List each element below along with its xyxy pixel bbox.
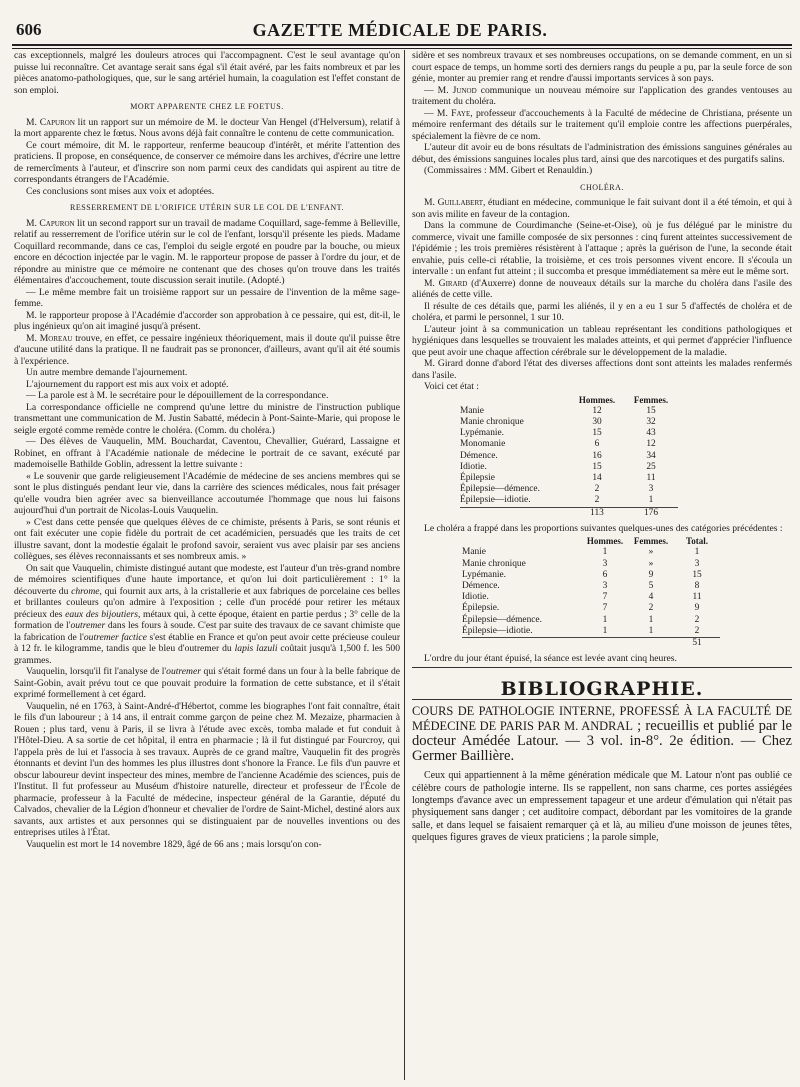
journal-title: GAZETTE MÉDICALE DE PARIS. xyxy=(252,20,548,40)
table-row: Manie 1 » 1 xyxy=(462,547,700,558)
column-header: Hommes. xyxy=(586,536,624,547)
table-row: Manie chronique 3 » 3 xyxy=(462,558,700,569)
section-heading: MORT APPARENTE CHEZ LE FOETUS. xyxy=(130,102,284,111)
paragraph: M. Girard (d'Auxerre) donne de nouveaux détails sur la marche du choléra dans l'asile des aliénés de cette ville. xyxy=(412,277,792,300)
speaker-name: M. Capuron xyxy=(26,217,75,229)
table-row: Idiotie. 15 25 xyxy=(460,461,656,472)
table-row: Manie chronique 30 32 xyxy=(460,416,656,427)
book-title: COURS DE PATHOLOGIE INTERNE, PROFESSÉ À LA FACULTÉ DE MÉDECINE DE PARIS PAR M. ANDRAL ; recueillis et publié par le docteur Amédée Latour. — 3 vol. in-8°. 2e édition. — Chez Germer Baillière. xyxy=(412,704,792,765)
page-header xyxy=(10,20,790,46)
table-row: Épilepsie 14 11 xyxy=(460,472,656,483)
speaker-name: M. Guillabert xyxy=(424,197,483,208)
paragraph: L'ajournement du rapport est mis aux voix et adopté. xyxy=(26,378,229,390)
paragraph: On sait que Vauquelin, chimiste distingué autant que modeste, est l'auteur d'un très-grand nombre de mémoires scientifiques d'une haute importance, et qu'on lui doit particulièrement : 1° la découverte du chrome, qui fournit aux arts, à la cristallerie et aux fabriques de porcelaine ces belles et brillantes couleurs qu'on admire à l'exposition ; celle d'un procédé pour retirer les métaux précieux des eaux des bijoutiers, métaux qui, à cette époque, étaient en partie perdus ; 3° celle de la formation de l'outremer dans les fours à soude. C'est par suite des travaux de ce savant chimiste que la fabrication de l'outremer factice s'est établie en France et qu'on peut avoir cette précieuse couleur à 12 fr. le kilogramme, tandis que le bleu d'outremer du lapis lazuli coûtait jusqu'à 1,500 f. les 500 grammes. xyxy=(14,562,400,666)
header-rule xyxy=(12,44,792,46)
speaker-name: M. Capuron xyxy=(26,116,75,128)
paragraph: — M. Faye, professeur d'accouchements à la Faculté de médecine de Christiana, présente un mémoire renfermant des détails sur le traitement qu'il emploie contre les affections puerpérales, spécialement la fièvre de ce nom. xyxy=(412,107,792,142)
paragraph: M. Moreau trouve, en effet, ce pessaire ingénieux théoriquement, mais il doute qu'il puisse être d'aucune utilité dans la pratique. Il ne faudrait pas se prononcer, d'ailleurs, avant qu'il ait été soumis à l'expérience. xyxy=(14,332,400,367)
table-row: Lypémanie. 15 43 xyxy=(460,428,656,439)
table-row: Épilepsie—idiotie. 1 1 2 xyxy=(462,625,700,636)
cholera-cases-table xyxy=(462,536,720,649)
paragraph: Le choléra a frappé dans les proportions suivantes quelques-unes des catégories précédentes : xyxy=(424,522,783,534)
paragraph: Vauquelin est mort le 14 novembre 1829, âgé de 66 ans ; mais lorsqu'on con- xyxy=(26,838,322,850)
table-row: Démence. 3 5 8 xyxy=(462,581,700,592)
table-row: Épilepsie—démence. 2 3 xyxy=(460,484,654,495)
paragraph: — Des élèves de Vauquelin, MM. Bouchardat, Caventou, Chevallier, Guérard, Lassaigne et Robinet, en offrant à l'Académie nationale de médecine le portrait de ce savant, exécuté par mademoiselle Bathilde Goblin, adressent la lettre suivante : xyxy=(14,436,400,470)
paragraph: Ceux qui appartiennent à la même génération médicale que M. Latour n'ont pas oublié ce célèbre cours de pathologie interne. Ils se rappellent, non sans charme, ces portes assiégées longtemps d'avance avec un empressement tapageur et une ardeur d'émulation qui n'était pas physiquement sans danger ; cet auditoire compact, débordant par les vomitoires de la grande salle, et dans lequel se faisaient remarquer çà et là, au milieu d'une moisson de jeunes têtes, quelques figures graves de vieux praticiens ; la parole simple, xyxy=(412,770,792,844)
table-total-row: 51 xyxy=(462,638,720,650)
speaker-name: — M. Faye xyxy=(424,107,471,119)
affections-table xyxy=(460,395,678,519)
speaker-name: M. Moreau xyxy=(26,332,73,344)
table-total-row: 113 176 xyxy=(460,507,678,519)
paragraph: Ce court mémoire, dit M. le rapporteur, renferme beaucoup d'intérêt, et mérite l'attention des praticiens. Il propose, en conséquence, de conserver ce mémoire dans les archives, d'écrire une lettre de remercîments à l'auteur, et d'inscrire son nom parmi ceux des candidats qui aspirent au titre de correspondants étrangers de l'Académie. xyxy=(14,139,400,185)
paragraph: Vauquelin, né en 1763, à Saint-André-d'Hébertot, comme les biographes l'ont fait connaître, était le fils d'un laboureur ; à 14 ans, il entrait comme garçon de peine chez M. Mezaize, pharmacien à Rouen ; plus tard, venu à Paris, il se livra à l'étude avec excès, tomba malade et fut conduit à l'Hôtel-Dieu. A sa sortie de cet hôpital, il entra en pharmacie ; là il fut distingué par Fourcroy, qui l'appela près de lui et l'associa à ses travaux. Auprès de ce grand maître, Vauquelin fit des progrès étonnants et devint l'un des hommes les plus illustres dont s'honore la France. Le fils d'un pauvre et obscur laboureur devint inspecteur des mines, membre de l'ancienne Académie des sciences, puis de l'Institut. Il fut professeur au Muséum d'histoire naturelle, directeur et professeur de l'École de pharmacie, professeur à la Faculté de médecine, inspecteur général de la Garantie, député du Calvados, chevalier de la Légion d'honneur et chevalier de l'ordre de Saint-Michel, destiné alors aux savants, aux artistes et aux personnes qui se distinguaient par de nouvelles inventions ou des entreprises utiles à l'État. xyxy=(14,700,400,838)
paragraph: « Le souvenir que garde religieusement l'Académie de médecine de ses anciens membres qui se sont le plus distingués pendant leur vie, dans la carrière des sciences médicales, nous fait présager qu'elle voudra bien agréer avec sa bienveillance accoutumée l'hommage que nous lui faisons aujourd'hui d'un portrait de Nicolas-Louis Vauquelin. xyxy=(14,470,400,516)
table-row: Manie 12 15 xyxy=(460,405,656,416)
column-divider xyxy=(404,50,405,1080)
paragraph: M. Guillabert, étudiant en médecine, communique le fait suivant dont il a été témoin, et qui à son avis milite en faveur de la contagion. xyxy=(412,197,792,220)
table-header xyxy=(460,395,678,406)
paragraph: cas exceptionnels, malgré les douleurs atroces qui l'accompagnent. C'est le seul avantage qu'on puisse lui reconnaître. Cet avantage serait sans égal s'il était avéré, par les faits nombreux et par les pièces anatomo-pathologiques, que, sur le sang artériel humain, la coagulation est l'effet constant de son emploi. xyxy=(14,50,400,96)
paragraph: — M. Junod communique un nouveau mémoire sur l'application des grandes ventouses au traitement du choléra. xyxy=(412,84,792,107)
paragraph: — La parole est à M. le secrétaire pour le dépouillement de la correspondance. xyxy=(26,390,329,401)
column-header: Femmes. xyxy=(633,394,669,405)
column-header: Femmes. xyxy=(633,536,669,547)
bibliography-heading: BIBLIOGRAPHIE. xyxy=(500,677,704,700)
table-row: Monomanie 6 12 xyxy=(460,439,656,450)
column-header: Total. xyxy=(686,536,708,547)
paragraph: M. Capuron lit un second rapport sur un travail de madame Coquillard, sage-femme à Belleville, relatif au resserrement de l'orifice utérin sur le col de l'enfant, lorsqu'il présente les pieds. Madame Coquillard recommande, dans ce cas, l'emploi du seigle ergoté en poudre par la bouche, ou mieux encore en décoction injectée par le vagin. M. le rapporteur propose de passer à l'ordre du jour, et de répondre au ministre que ce mémoire ne contenant que des choses qu'on trouve dans les traités élémentaires d'accouchement, toute discussion serait inutile. (Adopté.) xyxy=(14,217,400,286)
table-row: Lypémanie. 6 9 15 xyxy=(462,569,702,580)
paragraph: » C'est dans cette pensée que quelques élèves de ce chimiste, présents à Paris, se sont réunis et ont fait exécuter une copie fidèle du portrait de cet académicien, persuadés que les traits de cet illustre savant, dont la modestie égalait le profond savoir, seraient vus avec plaisir par ses anciens collègues, ses élèves reconnaissants et ses nombreux amis. » xyxy=(14,516,400,562)
paragraph: (Commissaires : MM. Gibert et Renauldin.) xyxy=(424,165,593,176)
right-column xyxy=(412,50,792,1080)
table-row: Épilepsie—idiotie. 2 1 xyxy=(460,495,654,506)
paragraph: M. Girard donne d'abord l'état des diverses affections dont sont atteints les malades renfermés dans l'asile. xyxy=(412,358,792,381)
paragraph: L'auteur joint à sa communication un tableau représentant les conditions pathologiques et hygiéniques dans lesquelles se trouvaient les malades atteints, et qui permet d'apprécier l'influence que peut avoir une chaque affection cérébrale sur le développement de la maladie. xyxy=(412,323,792,358)
paragraph: Ces conclusions sont mises aux voix et adoptées. xyxy=(26,185,215,197)
page-number: 606 xyxy=(16,20,42,39)
paragraph: sidère et ses nombreux travaux et ses nombreuses occupations, on se demande comment, en un si court espace de temps, un homme sorti des derniers rangs du peuple a pu, par la seule force de son génie, monter au premier rang et rendre d'aussi importants services à son pays. xyxy=(412,50,792,84)
section-rule xyxy=(412,667,792,668)
section-heading: CHOLÉRA. xyxy=(580,182,624,192)
paragraph: Dans la commune de Courdimanche (Seine-et-Oise), où je fus délégué par le ministre du commerce, vivait une famille composée de six personnes : cinq furent atteintes successivement de l'épidémie ; les trois premières résistèrent à l'attaque ; après la guérison de l'une, la seconde était envahie, puis celle-ci rétablie, la troisième, et ces trois personnes vivent encore. Il s'écoula un intervalle : un enfant fut atteint ; il succomba et presque immédiatement sa mère eut le même sort. xyxy=(412,220,792,277)
paragraph: M. Capuron lit un rapport sur un mémoire de M. le docteur Van Hengel (d'Helversum), relatif à la mort apparente chez le fœtus. Nous avons déjà fait connaître le contenu de cette communication. xyxy=(14,116,400,139)
table-row: Épilepsie—démence. 1 1 2 xyxy=(462,614,700,625)
table-header xyxy=(462,536,720,547)
paragraph: Il résulte de ces détails que, parmi les aliénés, il y en a eu 1 sur 5 d'affectés de choléra et de choléra, et parmi le personnel, 1 sur 10. xyxy=(412,300,792,323)
header-rule-thin xyxy=(12,48,792,49)
speaker-name: — M. Junod xyxy=(424,84,477,96)
paragraph: M. le rapporteur propose à l'Académie d'accorder son approbation à ce pessaire, qui est, dit-il, le plus ingénieux qu'on ait imaginé jusqu'à présent. xyxy=(14,309,400,332)
table-row: Idiotie. 7 4 11 xyxy=(462,592,702,603)
table-row: Épilepsie. 7 2 9 xyxy=(462,603,700,614)
speaker-name: M. Girard xyxy=(424,277,468,289)
left-column xyxy=(14,50,400,1080)
paragraph: La correspondance officielle ne comprend qu'une lettre du ministre de l'instruction publique transmettant une communication de M. Justin Sabatté, médecin à Pont-Sainte-Marie, qui propose le seigle ergoté comme remède contre le choléra. (Comm. du choléra.) xyxy=(14,401,400,436)
paragraph: Vauquelin, lorsqu'il fit l'analyse de l'outremer qui s'était formé dans un four à la belle fabrique de Saint-Gobin, avait prévu tout ce que pouvait produire la formation de cette substance, et il s'était exprimé formellement à cet égard. xyxy=(14,666,400,700)
paragraph: — Le même membre fait un troisième rapport sur un pessaire de l'invention de la même sage-femme. xyxy=(14,286,400,309)
table-row: Démence. 16 34 xyxy=(460,450,656,461)
paragraph: L'auteur dit avoir eu de bons résultats de l'administration des émissions sanguines générales au début, des émissions sanguines locales plus tard, ainsi que des narcotiques et des purgatifs salins. xyxy=(412,142,792,165)
column-header: Hommes. xyxy=(578,394,616,405)
paragraph: Voici cet état : xyxy=(424,381,479,392)
section-heading: RESSERREMENT DE L'ORIFICE UTÉRIN SUR LE COL DE L'ENFANT. xyxy=(70,203,344,212)
paragraph: Un autre membre demande l'ajournement. xyxy=(26,367,188,378)
paragraph: L'ordre du jour étant épuisé, la séance est levée avant cinq heures. xyxy=(424,653,677,665)
